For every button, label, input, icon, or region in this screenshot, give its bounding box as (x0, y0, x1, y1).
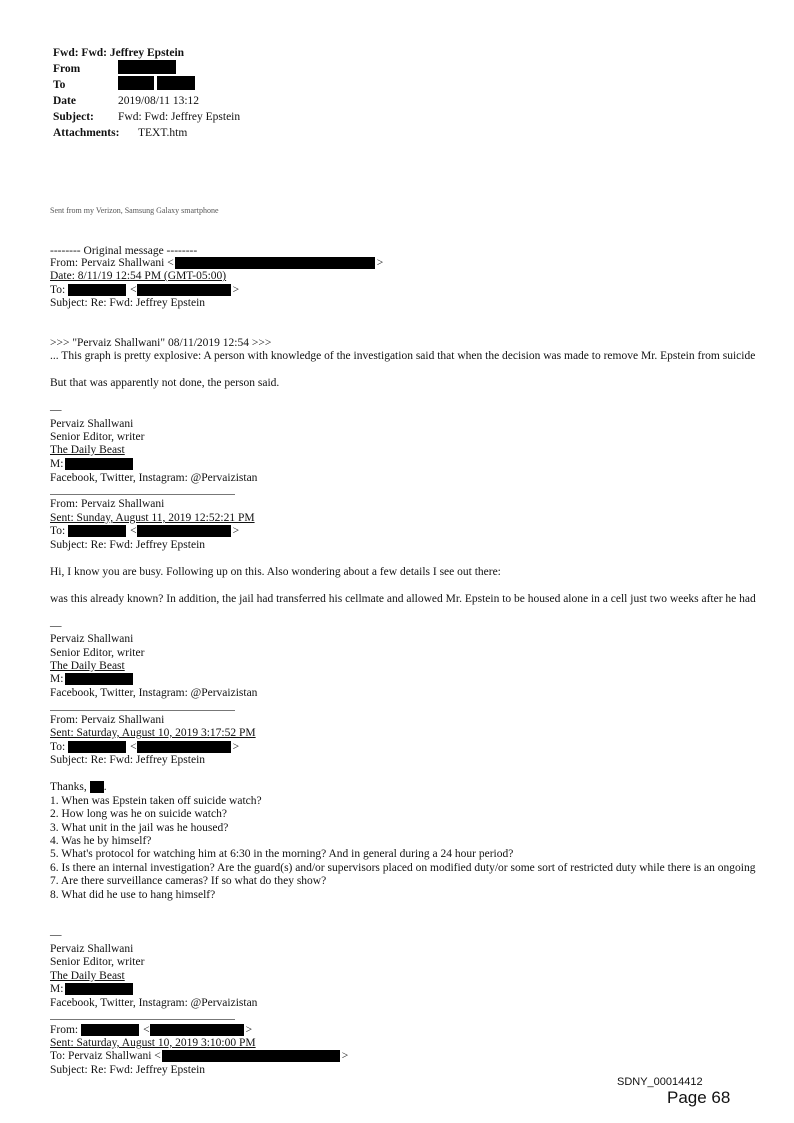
question-item: 2. How long was he on suicide watch? (50, 808, 227, 820)
question-item: 7. Are there surveillance cameras? If so what do they show? (50, 875, 327, 887)
redaction-box (137, 741, 231, 753)
msg4-to: To: Pervaiz Shallwani < > (50, 1050, 349, 1062)
original-date: Date: 8/11/19 12:54 PM (GMT-05:00) (50, 270, 227, 282)
question-item: 5. What's protocol for watching him at 6:30 in the morning? And in general during a 24 hour period? (50, 848, 514, 860)
original-subject: Subject: Re: Fwd: Jeffrey Epstein (50, 297, 206, 309)
redaction-box (68, 525, 126, 537)
msg4-sent: Sent: Saturday, August 10, 2019 3:10:00 PM (50, 1037, 256, 1049)
redaction-box (118, 76, 154, 90)
redaction-box (162, 1050, 340, 1062)
signature-dash: — (50, 929, 62, 941)
original-to: To: < > (50, 284, 240, 296)
redaction-box (157, 76, 195, 90)
msg3-to: To: < > (50, 741, 240, 753)
bates-number: SDNY_00014412 (617, 1076, 703, 1088)
subject-label: Subject: (53, 111, 94, 123)
signature-org: The Daily Beast (50, 970, 125, 982)
question-item: 6. Is there an internal investigation? Are the guard(s) and/or supervisors placed on modified duty/or some sort of restricted duty while there is an ongoing (50, 862, 756, 874)
msg2-body: was this already known? In addition, the jail had transferred his cellmate and allowed Mr. Epstein to be housed alone in a cell just two weeks after he had (50, 593, 756, 605)
redaction-box (118, 60, 176, 74)
msg2-body: Hi, I know you are busy. Following up on this. Also wondering about a few details I see out there: (50, 566, 501, 578)
signature-role: Senior Editor, writer (50, 647, 145, 659)
redaction-box (68, 284, 126, 296)
redaction-box (137, 525, 231, 537)
divider (50, 1019, 235, 1020)
signature-mobile: M: (50, 458, 133, 470)
original-from: From: Pervaiz Shallwani < > (50, 257, 384, 269)
redaction-box (150, 1024, 244, 1036)
msg3-sent: Sent: Saturday, August 10, 2019 3:17:52 PM (50, 727, 256, 739)
subject-value: Fwd: Fwd: Jeffrey Epstein (118, 111, 241, 123)
signature-mobile: M: (50, 673, 133, 685)
msg2-subject: Subject: Re: Fwd: Jeffrey Epstein (50, 539, 206, 551)
redaction-box (68, 741, 126, 753)
signature-social: Facebook, Twitter, Instagram: @Pervaizistan (50, 687, 258, 699)
redaction-box (81, 1024, 139, 1036)
signature-name: Pervaiz Shallwani (50, 633, 134, 645)
signature-role: Senior Editor, writer (50, 431, 145, 443)
msg3-from: From: Pervaiz Shallwani (50, 714, 165, 726)
signature-name: Pervaiz Shallwani (50, 943, 134, 955)
question-item: 3. What unit in the jail was he housed? (50, 822, 229, 834)
email-title: Fwd: Fwd: Jeffrey Epstein (53, 47, 185, 59)
from-label: From (53, 63, 81, 75)
msg2-sent: Sent: Sunday, August 11, 2019 12:52:21 PM (50, 512, 255, 524)
question-item: 4. Was he by himself? (50, 835, 152, 847)
redaction-box (137, 284, 231, 296)
page-number: Page 68 (667, 1088, 731, 1107)
original-message-divider: -------- Original message -------- (50, 245, 198, 257)
date-label: Date (53, 95, 76, 107)
msg3-subject: Subject: Re: Fwd: Jeffrey Epstein (50, 754, 206, 766)
redaction-box (65, 673, 133, 685)
signature-mobile: M: (50, 983, 133, 995)
redaction-box (65, 458, 133, 470)
attachments-label: Attachments: (53, 127, 120, 139)
signature-name: Pervaiz Shallwani (50, 418, 134, 430)
quote-header: >>> "Pervaiz Shallwani" 08/11/2019 12:54 >>> (50, 337, 272, 349)
signature-social: Facebook, Twitter, Instagram: @Pervaizistan (50, 472, 258, 484)
redaction-box (90, 781, 104, 793)
redaction-box (175, 257, 375, 269)
msg2-from: From: Pervaiz Shallwani (50, 498, 165, 510)
body-paragraph: But that was apparently not done, the person said. (50, 377, 280, 389)
question-item: 8. What did he use to hang himself? (50, 889, 216, 901)
signature-org: The Daily Beast (50, 444, 125, 456)
date-value: 2019/08/11 13:12 (118, 95, 200, 107)
signature-dash: — (50, 404, 62, 416)
signature-social: Facebook, Twitter, Instagram: @Pervaizistan (50, 997, 258, 1009)
attachments-value[interactable]: TEXT.htm (138, 127, 188, 139)
sent-from-line: Sent from my Verizon, Samsung Galaxy smartphone (50, 206, 219, 215)
msg3-thanks: Thanks, . (50, 781, 107, 793)
msg4-subject: Subject: Re: Fwd: Jeffrey Epstein (50, 1064, 206, 1076)
redaction-box (65, 983, 133, 995)
divider (50, 494, 235, 495)
question-item: 1. When was Epstein taken off suicide watch? (50, 795, 262, 807)
body-paragraph: ... This graph is pretty explosive: A person with knowledge of the investigation said that when the decision was made to remove Mr. Epstein from suicide (50, 350, 756, 362)
msg2-to: To: < > (50, 525, 240, 537)
signature-role: Senior Editor, writer (50, 956, 145, 968)
divider (50, 710, 235, 711)
msg4-from: From: < > (50, 1024, 253, 1036)
signature-org: The Daily Beast (50, 660, 125, 672)
to-label: To (53, 79, 66, 91)
signature-dash: — (50, 620, 62, 632)
